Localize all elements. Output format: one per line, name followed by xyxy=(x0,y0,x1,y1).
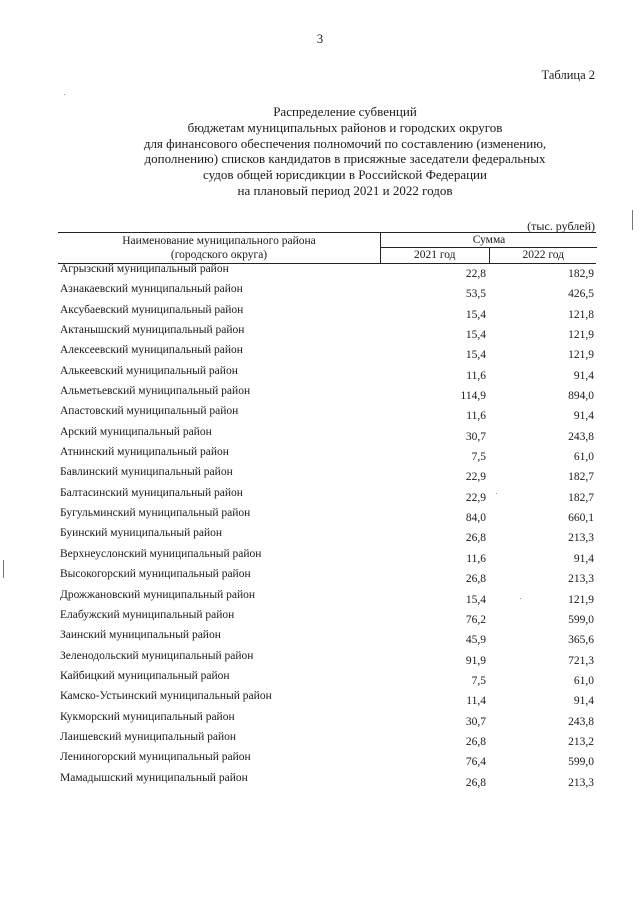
amount-2021: 91,9 xyxy=(465,654,486,667)
table-row xyxy=(58,364,596,384)
title-line: дополнению) списков кандидатов в присяжные заседатели федеральных xyxy=(144,151,546,167)
scan-speck xyxy=(520,598,521,599)
amount-2022: 91,4 xyxy=(573,410,594,423)
amount-2022: 121,9 xyxy=(568,349,594,362)
amount-2021: 84,0 xyxy=(465,512,486,525)
table-row xyxy=(58,649,596,669)
district-name: Бавлинский муниципальный район xyxy=(60,466,233,479)
district-name: Зеленодольский муниципальный район xyxy=(60,649,254,662)
table-row xyxy=(58,710,596,730)
amount-2022: 61,0 xyxy=(573,451,594,464)
table-row xyxy=(58,730,596,750)
table-label: Таблица 2 xyxy=(541,68,595,82)
amount-2022: 599,0 xyxy=(568,756,594,769)
amount-2021: 76,4 xyxy=(465,756,486,769)
district-name: Алексеевский муниципальный район xyxy=(60,344,243,357)
table-row xyxy=(58,465,596,485)
table-row xyxy=(58,628,596,648)
header-year-2021: 2021 год xyxy=(381,248,490,263)
amount-2021: 7,5 xyxy=(471,674,486,687)
amount-2021: 22,8 xyxy=(465,268,486,280)
amount-2021: 11,4 xyxy=(466,695,486,708)
table-row xyxy=(58,323,596,343)
table-row xyxy=(58,445,596,465)
amount-2021: 22,9 xyxy=(465,471,486,484)
district-name: Апастовский муниципальный район xyxy=(60,405,239,418)
amount-2021: 26,8 xyxy=(465,532,486,545)
title-line: для финансового обеспечения полномочий по составлению (изменению, xyxy=(143,135,547,151)
district-name: Аксубаевский муниципальный район xyxy=(60,303,244,316)
title-line: Распределение субвенций xyxy=(273,104,417,119)
district-name: Высокогорский муниципальный район xyxy=(60,568,251,581)
amount-2021: 30,7 xyxy=(465,715,486,728)
scan-speck xyxy=(64,94,65,95)
amount-2022: 660,1 xyxy=(568,512,594,525)
table-row xyxy=(58,343,596,363)
table-row xyxy=(58,750,596,770)
amount-2022: 894,0 xyxy=(568,390,594,403)
amount-2022: 121,9 xyxy=(568,593,594,606)
amount-2021: 11,6 xyxy=(466,410,486,423)
district-name: Бугульминский муниципальный район xyxy=(60,507,251,520)
district-name: Актанышский муниципальный район xyxy=(60,324,245,337)
scan-edge-mark xyxy=(632,210,633,230)
amount-2021: 45,9 xyxy=(465,634,486,647)
table-row xyxy=(58,262,596,282)
amount-2021: 22,9 xyxy=(465,491,486,504)
amount-2021: 15,4 xyxy=(465,593,486,606)
amount-2021: 76,2 xyxy=(465,613,486,626)
table-row xyxy=(58,282,596,302)
amount-2022: 121,9 xyxy=(568,329,594,342)
amount-2022: 61,0 xyxy=(573,674,594,687)
table-row xyxy=(58,303,596,323)
table-row xyxy=(58,486,596,506)
district-name: Балтасинский муниципальный район xyxy=(60,486,243,499)
header-sum-column xyxy=(380,233,597,263)
amount-2022: 213,2 xyxy=(568,735,594,748)
amount-2022: 91,4 xyxy=(573,369,594,382)
amount-2022: 91,4 xyxy=(573,695,594,708)
document-title xyxy=(0,104,640,199)
district-name: Алькеевский муниципальный район xyxy=(60,364,238,377)
district-name: Альметьевский муниципальный район xyxy=(60,385,251,398)
district-name: Верхнеуслонский муниципальный район xyxy=(60,547,262,560)
amount-2021: 15,4 xyxy=(465,349,486,362)
district-name: Лениногорский муниципальный район xyxy=(60,751,251,764)
amount-2021: 30,7 xyxy=(465,430,486,443)
table-row xyxy=(58,608,596,628)
district-name: Атнинский муниципальный район xyxy=(60,446,229,459)
amount-2022: 426,5 xyxy=(568,288,594,301)
header-year-2022: 2022 год xyxy=(522,249,565,261)
district-name: Камско-Устьинский муниципальный район xyxy=(60,690,272,703)
amount-2021: 7,5 xyxy=(471,451,486,464)
table-row xyxy=(58,588,596,608)
scan-speck xyxy=(496,493,497,494)
district-name: Азнакаевский муниципальный район xyxy=(60,283,243,296)
amount-2021: 26,8 xyxy=(465,735,486,748)
district-name: Елабужский муниципальный район xyxy=(60,608,235,621)
amount-2022: 182,7 xyxy=(568,491,594,504)
amount-2021: 53,5 xyxy=(465,288,486,301)
table-row xyxy=(58,567,596,587)
table-header xyxy=(58,232,596,264)
title-line: бюджетам муниципальных районов и городских округов xyxy=(187,119,503,135)
amount-2022: 182,7 xyxy=(568,471,594,484)
amount-2022: 121,8 xyxy=(568,308,594,321)
table-row xyxy=(58,669,596,689)
amount-2021: 114,9 xyxy=(460,390,486,403)
table-row xyxy=(58,547,596,567)
table-row xyxy=(58,404,596,424)
district-name: Арский муниципальный район xyxy=(60,425,212,438)
amount-2021: 15,4 xyxy=(465,308,486,321)
scan-edge-mark xyxy=(3,560,4,578)
amount-2022: 243,8 xyxy=(568,715,594,728)
amount-2022: 182,9 xyxy=(568,268,594,280)
header-years xyxy=(381,248,597,263)
table-body xyxy=(58,262,596,791)
table-row xyxy=(58,689,596,709)
district-name: Кайбицкий муниципальный район xyxy=(60,669,230,682)
district-name: Агрызский муниципальный район xyxy=(60,263,229,275)
amount-2021: 26,8 xyxy=(465,776,486,789)
units-label: (тыс. рублей) xyxy=(527,219,595,233)
amount-2021: 11,6 xyxy=(466,369,486,382)
amount-2022: 91,4 xyxy=(573,552,594,565)
district-name: Мамадышский муниципальный район xyxy=(60,771,248,784)
amount-2021: 26,8 xyxy=(465,573,486,586)
district-name: Буинский муниципальный район xyxy=(60,527,223,540)
district-name: Заинский муниципальный район xyxy=(60,629,221,642)
district-name: Кукморский муниципальный район xyxy=(60,710,235,723)
table-row xyxy=(58,384,596,404)
district-name: Лаишевский муниципальный район xyxy=(60,730,237,743)
amount-2022: 365,6 xyxy=(568,634,594,647)
amount-2022: 243,8 xyxy=(568,430,594,443)
title-line: на плановый период 2021 и 2022 годов xyxy=(237,182,453,198)
page-number: 3 xyxy=(316,32,324,46)
amount-2022: 599,0 xyxy=(568,613,594,626)
header-name-line1: Наименование муниципального района xyxy=(122,235,316,247)
amount-2022: 213,3 xyxy=(568,532,594,545)
district-name: Дрожжановский муниципальный район xyxy=(60,588,256,601)
table-row xyxy=(58,771,596,791)
amount-2022: 213,3 xyxy=(568,776,594,789)
header-name-line2: (городского округа) xyxy=(170,249,268,261)
amount-2022: 721,3 xyxy=(568,654,594,667)
amount-2021: 11,6 xyxy=(466,552,486,565)
amount-2021: 15,4 xyxy=(465,329,486,342)
table-row xyxy=(58,526,596,546)
header-sum: Сумма xyxy=(381,233,597,248)
header-name-column xyxy=(58,233,380,264)
table-row xyxy=(58,506,596,526)
table-row xyxy=(58,425,596,445)
title-line: судов общей юрисдикции в Российской Федерации xyxy=(203,167,487,183)
amount-2022: 213,3 xyxy=(568,573,594,586)
